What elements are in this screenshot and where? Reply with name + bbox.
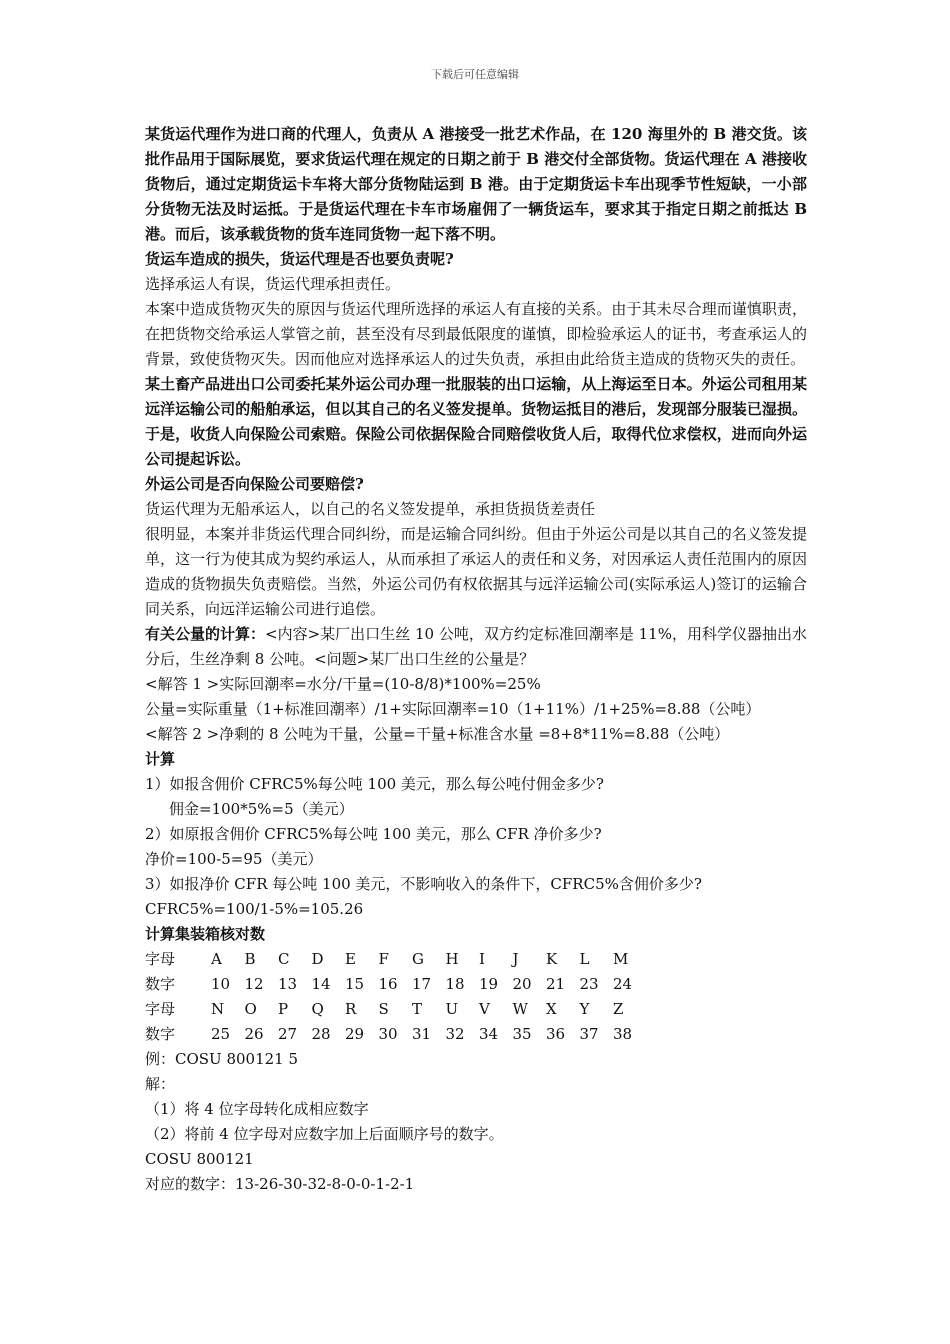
table-cell: 32 (445, 1025, 465, 1043)
table-cell: W (512, 1000, 528, 1018)
calc-line-1: 公量=实际重量（1+标准回潮率）/1+实际回潮率=10（1+11%）/1+25%=8.88（公吨） (145, 700, 761, 718)
table-row-label: 数字 (145, 1025, 176, 1043)
table-cell: 25 (211, 1025, 231, 1043)
table-cell: 21 (546, 975, 566, 993)
table-cell: 19 (479, 975, 499, 993)
paragraph-7: 很明显，本案并非货运代理合同纠纷，而是运输合同纠纷。但由于外运公司是以其自己的名义签发提单，这一行为使其成为契约承运人，从而承担了承运人的责任和义务，对因承运人责任范围内的原因造成的货物损失负责赔偿。当然，外运公司仍有权依据其与远洋运输公司(实际承运人)签订的运输合同关系，向远洋运输公司进行追偿。 (145, 525, 807, 618)
table-cell: 20 (512, 975, 532, 993)
calc-line-6: 2）如原报含佣价 CFRC5%每公吨 100 美元，那么 CFR 净价多少? (145, 825, 602, 843)
table-cell: 15 (345, 975, 365, 993)
solution-line-0: 例：COSU 800121 5 (145, 1050, 299, 1068)
table-cell: 10 (211, 975, 231, 993)
letter-number-table (145, 947, 807, 1047)
table-cell: Q (311, 1000, 324, 1018)
table-cell: U (445, 1000, 459, 1018)
solution-line-1: 解： (145, 1075, 176, 1093)
table-cell: A (211, 950, 222, 968)
table-cell: V (479, 1000, 490, 1018)
table-cell: S (378, 1000, 389, 1018)
table-cell: 29 (345, 1025, 365, 1043)
table-cell: K (546, 950, 558, 968)
calc-line-2: <解答 2 >净剩的 8 公吨为干量，公量=干量+标准含水量 =8+8*11%=8.88（公吨） (145, 725, 730, 743)
table-cell: 13 (278, 975, 298, 993)
table-cell: 38 (613, 1025, 633, 1043)
paragraph-5: 外运公司是否向保险公司要赔偿? (145, 475, 364, 493)
table-cell: 18 (445, 975, 465, 993)
table-cell: R (345, 1000, 357, 1018)
calc-line-10: 计算集装箱核对数 (145, 925, 266, 943)
table-cell: 14 (311, 975, 331, 993)
table-cell: P (278, 1000, 289, 1018)
table-cell: F (378, 950, 389, 968)
table-cell: 26 (244, 1025, 264, 1043)
table-cell: J (512, 950, 519, 968)
calc-line-0: <解答 1 >实际回潮率=水分/干量=(10-8/8)*100%=25% (145, 675, 541, 693)
calc-line-9: CFRC5%=100/1-5%=105.26 (145, 900, 364, 918)
table-cell: 30 (378, 1025, 398, 1043)
table-cell: C (278, 950, 290, 968)
calc-line-5: 佣金=100*5%=5（美元） (169, 800, 354, 818)
table-cell: 35 (512, 1025, 532, 1043)
table-cell: X (546, 1000, 557, 1018)
paragraph-0: 某货运代理作为进口商的代理人，负责从 A 港接受一批艺术作品，在 120 海里外的 B 港交货。该批作品用于国际展览，要求货运代理在规定的日期之前于 B 港交付全部货物。货运代理在 A 港接收货物后，通过定期货运卡车将大部分货物陆运到 B 港。由于定期货运卡车出现季节性短缺，一小部分货物无法及时运抵。于是货运代理在卡车市场雇佣了一辆货运车，要求其于指定日期之前抵达 B 港。而后，该承载货物的货车连同货物一起下落不明。 (145, 125, 807, 243)
table-row (145, 947, 807, 972)
table-cell: E (345, 950, 356, 968)
calc-line-7: 净价=100-5=95（美元） (145, 850, 323, 868)
table-cell: 23 (579, 975, 599, 993)
table-cell: D (311, 950, 324, 968)
table-cell: Z (613, 1000, 624, 1018)
table-cell: M (613, 950, 629, 968)
paragraph-6: 货运代理为无船承运人，以自己的名义签发提单，承担货损货差责任 (145, 500, 596, 518)
solution-line-2: （1）将 4 位字母转化成相应数字 (145, 1100, 369, 1118)
paragraph-1: 货运车造成的损失，货运代理是否也要负责呢? (145, 250, 454, 268)
table-cell: 31 (412, 1025, 432, 1043)
solution-line-5: 对应的数字：13-26-30-32-8-0-0-1-2-1 (145, 1175, 415, 1193)
paragraph-3: 本案中造成货物灭失的原因与货运代理所选择的承运人有直接的关系。由于其未尽合理而谨慎职责，在把货物交给承运人掌管之前，甚至没有尽到最低限度的谨慎，即检验承运人的证书，考查承运人的背景，致使货物灭失。因而他应对选择承运人的过失负责，承担由此给货主造成的货物灭失的责任。 (145, 300, 807, 368)
table-cell: 24 (613, 975, 633, 993)
table-row (145, 972, 807, 997)
calc-line-3: 计算 (145, 750, 176, 768)
table-cell: L (579, 950, 590, 968)
document-body (145, 122, 807, 1197)
gongliang-paragraph (145, 622, 807, 672)
table-row-label: 字母 (145, 1000, 176, 1018)
table-cell: 27 (278, 1025, 298, 1043)
table-cell: T (412, 1000, 423, 1018)
table-cell: N (211, 1000, 225, 1018)
table-cell: 17 (412, 975, 432, 993)
table-cell: Y (579, 1000, 590, 1018)
calc-line-4: 1）如报含佣价 CFRC5%每公吨 100 美元，那么每公吨付佣金多少? (145, 775, 604, 793)
solution-line-3: （2）将前 4 位字母对应数字加上后面顺序号的数字。 (145, 1125, 504, 1143)
table-cell: I (479, 950, 485, 968)
table-cell: O (244, 1000, 257, 1018)
table-row (145, 1022, 807, 1047)
table-cell: 16 (378, 975, 398, 993)
gongliang-title: 有关公量的计算： (145, 625, 266, 643)
table-row (145, 997, 807, 1022)
paragraph-2: 选择承运人有误，货运代理承担责任。 (145, 275, 401, 293)
calc-line-8: 3）如报净价 CFR 每公吨 100 美元，不影响收入的条件下，CFRC5%含佣价多少? (145, 875, 702, 893)
table-cell: 34 (479, 1025, 499, 1043)
table-cell: G (412, 950, 424, 968)
solution-line-4: COSU 800121 (145, 1150, 254, 1168)
table-cell: B (244, 950, 256, 968)
paragraph-4: 某土畜产品进出口公司委托某外运公司办理一批服装的出口运输，从上海运至日本。外运公司租用某远洋运输公司的船舶承运，但以其自己的名义签发提单。货物运抵目的港后，发现部分服装已湿损。于是，收货人向保险公司索赔。保险公司依据保险合同赔偿收货人后，取得代位求偿权，进而向外运公司提起诉讼。 (145, 375, 807, 468)
table-row-label: 字母 (145, 950, 176, 968)
table-cell: 12 (244, 975, 264, 993)
table-cell: 36 (546, 1025, 566, 1043)
gongliang-text: <内容>某厂出口生丝 10 公吨，双方约定标准回潮率是 11%，用科学仪器抽出水分后，生丝净剩 8 公吨。<问题>某厂出口生丝的公量是？ (145, 625, 807, 668)
table-row-label: 数字 (145, 975, 176, 993)
table-cell: 28 (311, 1025, 331, 1043)
table-cell: H (445, 950, 459, 968)
page-header: 下载后可任意编辑 (431, 68, 519, 81)
table-cell: 37 (579, 1025, 599, 1043)
